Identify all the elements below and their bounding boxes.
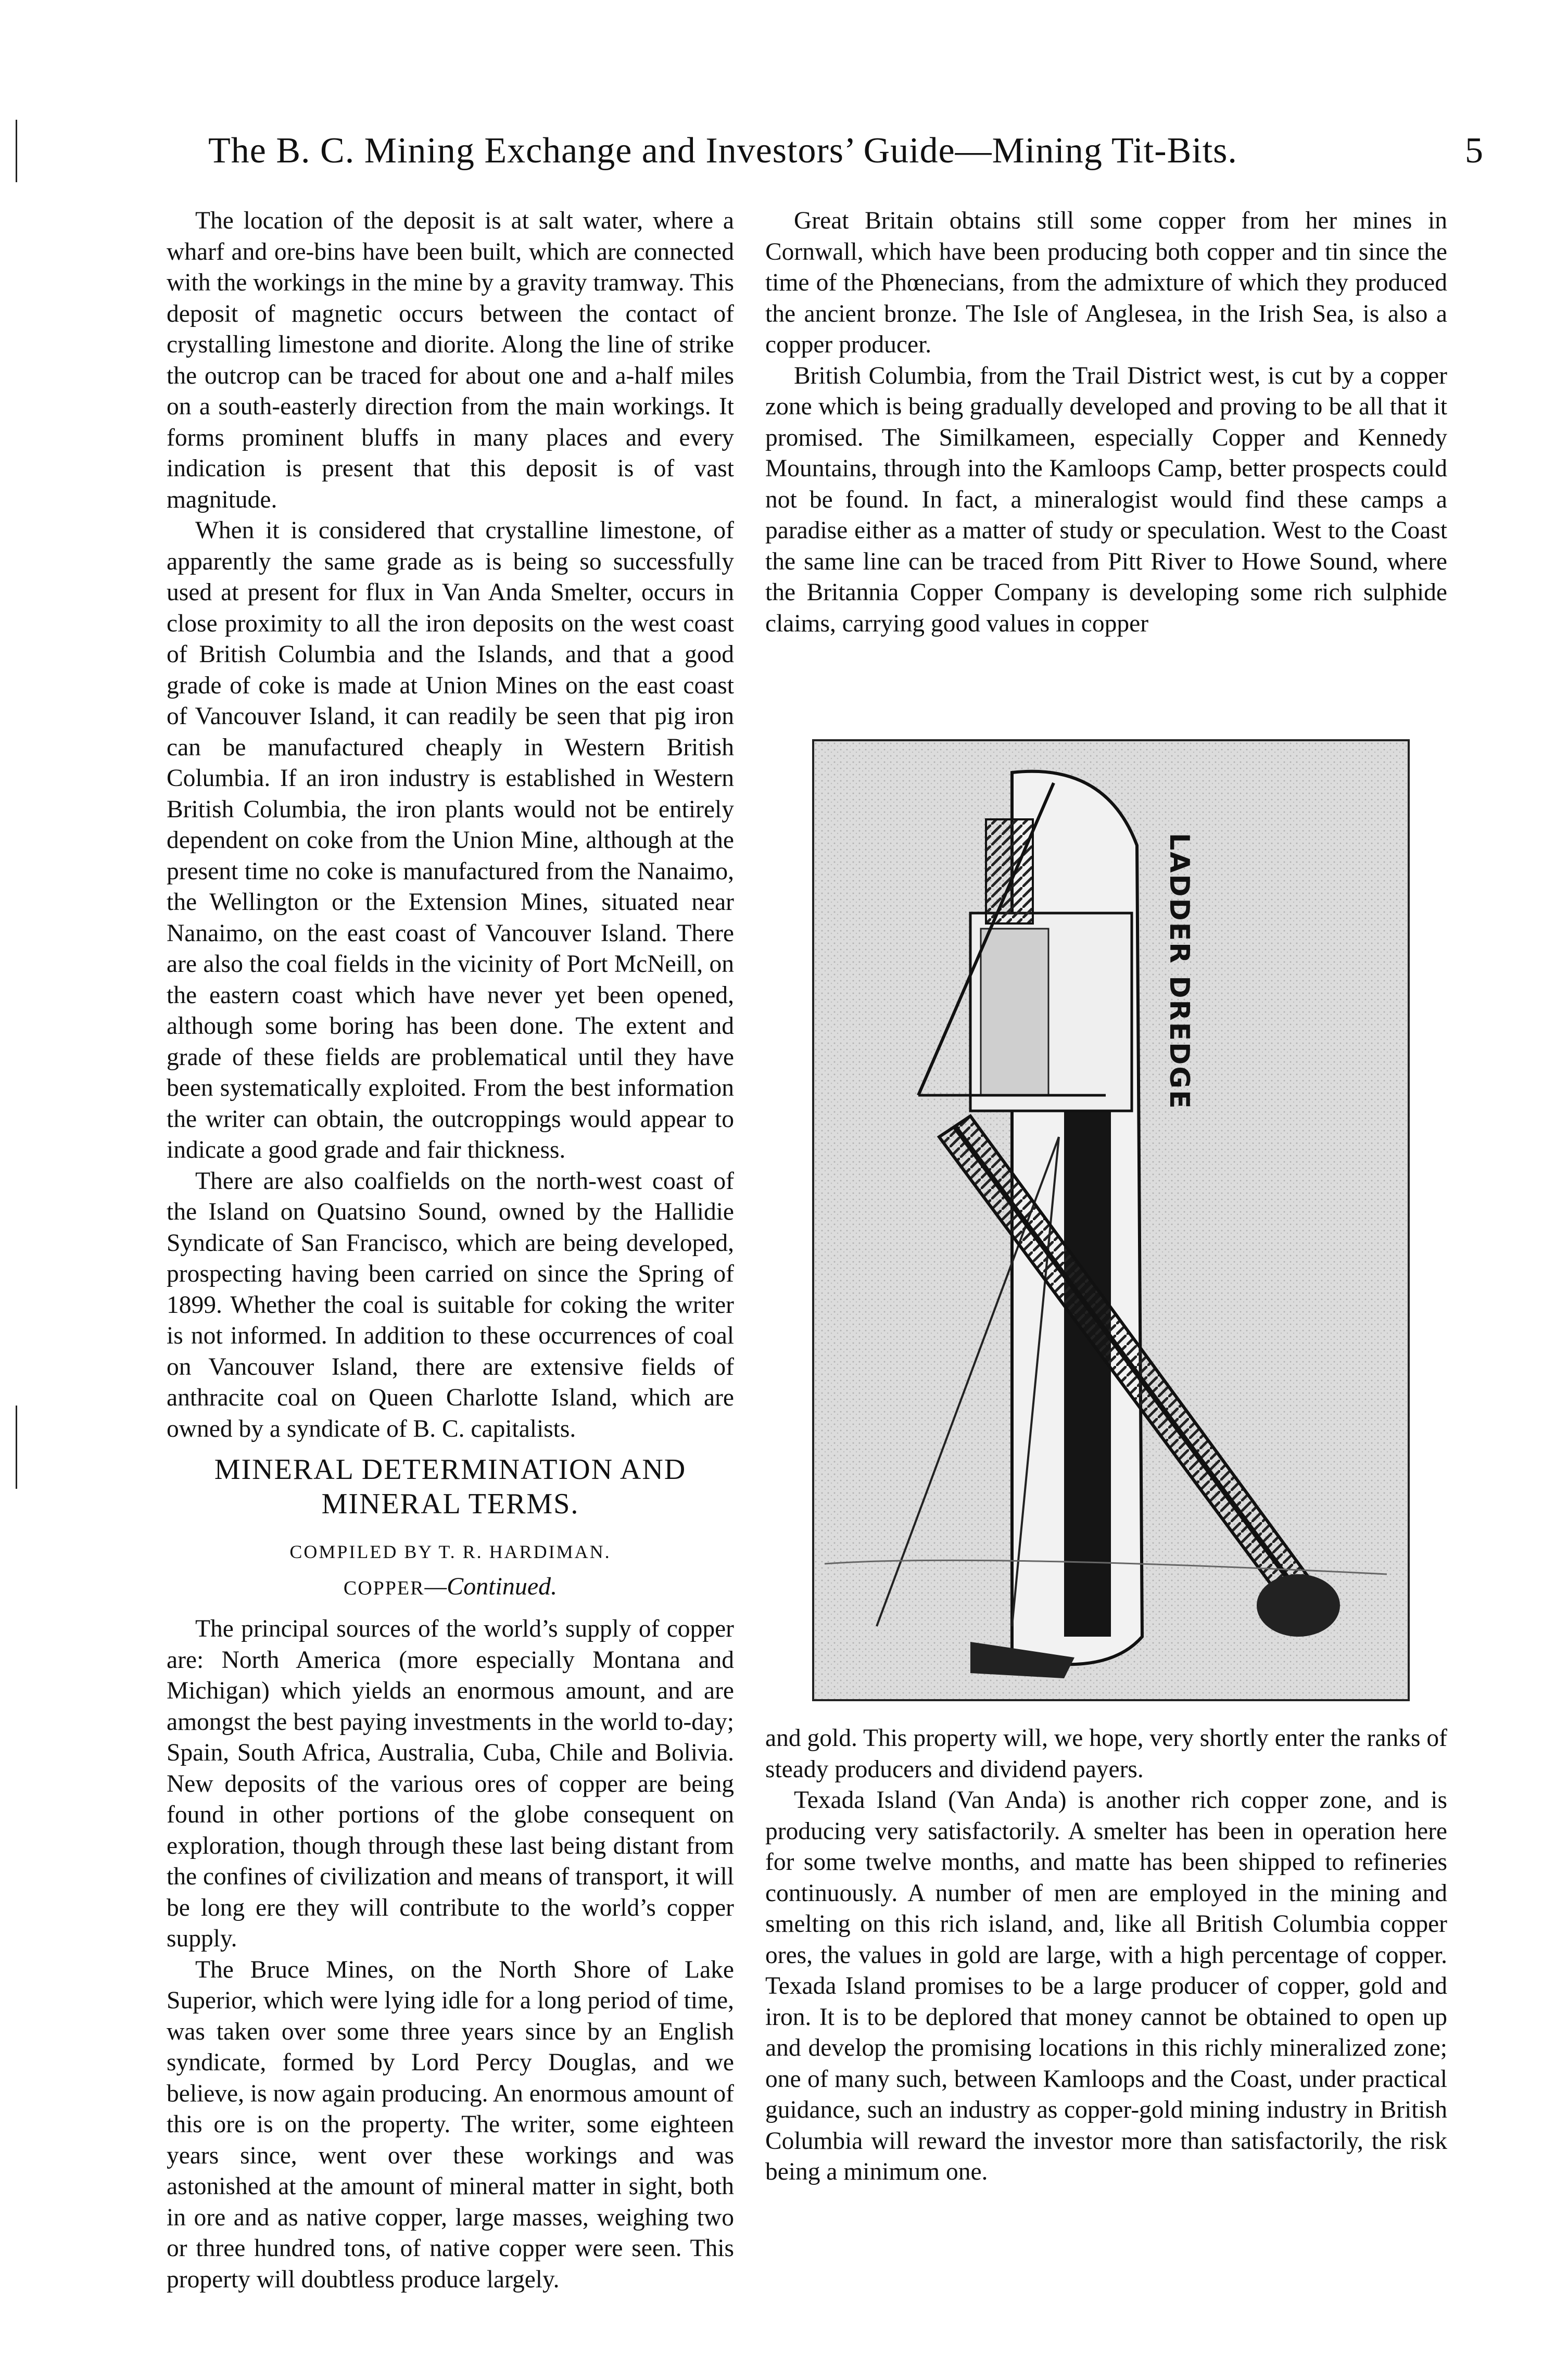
- subhead-topic: COPPER: [343, 1577, 425, 1599]
- paragraph: The principal sources of the world’s supply of copper are: North America (more especially Montana and Michigan) which yields an enormous amount, and are amongst the best paying investments in the world to-day; Spain, South Africa, Australia, Cuba, Chile and Bolivia. New deposits of the various ores of copper are being found in other portions of the globe consequent on exploration, though through these last being distant from the confines of civilization and means of transport, it will be long ere they will contribute to the world’s copper supply.: [167, 1615, 734, 1952]
- paragraph: Great Britain obtains still some copper from her mines in Cornwall, which have been producing both copper and tin since the time of the Phœnecians, from the admixture of which they produced the ancient bronze. The Isle of Anglesea, in the Irish Sea, is also a copper producer.: [765, 207, 1447, 358]
- paragraph: The location of the deposit is at salt water, where a wharf and ore-bins have been built, which are connected with the workings in the mine by a gravity tramway. This deposit of magnetic occurs between the contact of crystalling limestone and diorite. Along the line of strike the outcrop can be traced for about one and a-half miles on a south-easterly direction from the main workings. It forms prominent bluffs in many places and every indication is present that this deposit is of vast magnitude.: [167, 207, 734, 513]
- dredge-photograph: [812, 739, 1410, 1701]
- left-column-bottom: [167, 1614, 734, 2295]
- section-title: MINERAL DETERMINATION AND MINERAL TERMS.: [214, 1453, 687, 1520]
- section-subhead: [167, 1572, 734, 1601]
- figure-caption: LADDER DREDGE: [1164, 833, 1195, 1110]
- right-column-bottom: [765, 1723, 1447, 2188]
- left-column-top: [167, 206, 734, 1445]
- dredge-illustration: [814, 741, 1408, 1699]
- paragraph: There are also coalfields on the north-west coast of the Island on Quatsino Sound, owned by the Hallidie Syndicate of San Francisco, which are being developed, prospecting having been carried on since the Spring of 1899. Whether the coal is suitable for coking the writer is not informed. In addition to these occurrences of coal on Vancouver Island, there are extensive fields of anthracite coal on Queen Charlotte Island, which are owned by a syndicate of B. C. capitalists.: [167, 1167, 734, 1442]
- paragraph: The Bruce Mines, on the North Shore of Lake Superior, which were lying idle for a long period of time, was taken over some three years since by an English syndicate, formed by Lord Percy Douglas, and we believe, is now again producing. An enormous amount of this ore is on the property. The writer, some eighteen years since, went over these workings and was astonished at the amount of mineral matter in sight, both in ore and as native copper, large masses, weighing two or three hundred tons, of native copper were seen. This property will doubtless produce largely.: [167, 1956, 734, 2293]
- paragraph: and gold. This property will, we hope, very shortly enter the ranks of steady producers and dividend payers.: [765, 1725, 1447, 1783]
- subhead-continued: —Continued.: [424, 1573, 558, 1600]
- page-edge-rule: [16, 120, 17, 182]
- byline: COMPILED BY T. R. HARDIMAN.: [289, 1541, 611, 1562]
- header-title: The B. C. Mining Exchange and Investors’ Guide—Mining Tit-Bits.: [208, 131, 1237, 171]
- paragraph: Texada Island (Van Anda) is another rich copper zone, and is producing very satisfactorily. A smelter has been in operation here for some twelve months, and matte has been shipped to refineries continuously. A number of men are employed in the mining and smelting on this rich island, and, like all British Columbia copper ores, the values in gold are large, with a high percentage of copper. Texada Island promises to be a large producer of copper, gold and iron. It is to be deplored that money cannot be obtained to open up and develop the promising locations in this richly mineralized zone; one of many such, between Kamloops and the Coast, under practical guidance, such an industry as copper-gold mining industry in British Columbia will reward the investor more than satisfactorily, the risk being a minimum one.: [765, 1787, 1447, 2185]
- paragraph: When it is considered that crystalline limestone, of apparently the same grade as is being so successfully used at present for flux in Van Anda Smelter, occurs in close proximity to all the iron deposits on the west coast of British Columbia and the Islands, and that a good grade of coke is made at Union Mines on the east coast of Vancouver Island, it can readily be seen that pig iron can be manufactured cheaply in Western British Columbia. If an iron industry is established in Western British Columbia, the iron plants would not be entirely dependent on coke from the Union Mine, although at the present time no coke is manufactured from the Nanaimo, the Wellington or the Extension Mines, situated near Nanaimo, on the east coast of Vancouver Island. There are also the coal fields in the vicinity of Port McNeill, on the eastern coast which have never yet been opened, although some boring has been done. The extent and grade of these fields are problematical until they have been systematically exploited. From the best information the writer can obtain, the outcroppings would appear to indicate a good grade and fair thickness.: [167, 517, 734, 1163]
- running-header: [208, 130, 1484, 187]
- paragraph: British Columbia, from the Trail District west, is cut by a copper zone which is being gradually developed and proving to be all that it promised. The Similkameen, especially Copper and Kennedy Mountains, through into the Kamloops Camp, better prospects could not be found. In fact, a mineralogist would find these camps a paradise either as a matter of study or speculation. West to the Coast the same line can be traced from Pitt River to Howe Sound, where the Britannia Copper Company is developing some rich sulphide claims, carrying good values in copper: [765, 362, 1447, 637]
- right-column-top: [765, 206, 1447, 639]
- page-number: 5: [1465, 131, 1484, 171]
- page-edge-rule: [16, 1406, 17, 1489]
